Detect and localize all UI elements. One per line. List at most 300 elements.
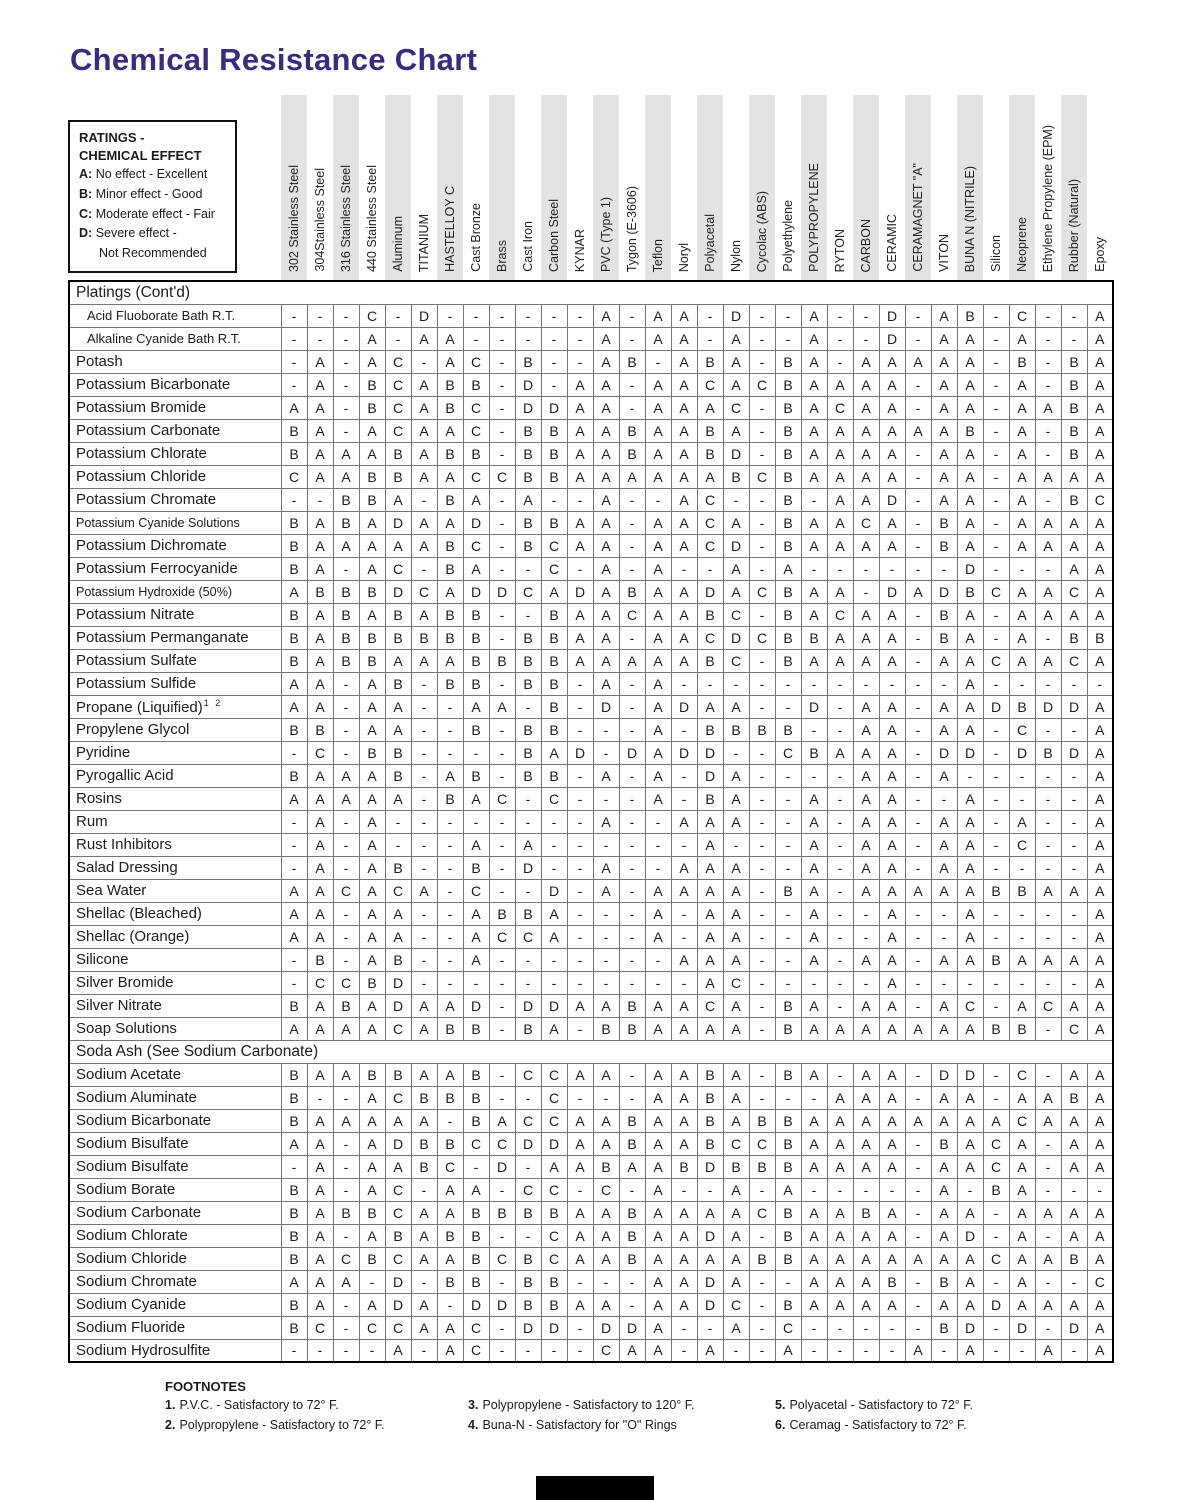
table-row (69, 1224, 1113, 1247)
rating-cell: A (1035, 465, 1061, 488)
rating-cell: D (619, 741, 645, 764)
rating-cell: A (671, 1109, 697, 1132)
rating-cell: B (983, 948, 1009, 971)
rating-cell: A (281, 1017, 307, 1040)
rating-cell: B (463, 1063, 489, 1086)
rating-cell: A (853, 626, 879, 649)
rating-cell: D (463, 580, 489, 603)
rating-cell: A (723, 1109, 749, 1132)
rating-cell: C (593, 1178, 619, 1201)
row-label: Potassium Hydroxide (50%) (69, 580, 281, 603)
rating-cell: A (1061, 1155, 1087, 1178)
row-label: Sodium Bisulfate (69, 1155, 281, 1178)
rating-cell: D (801, 695, 827, 718)
rating-cell: A (333, 764, 359, 787)
rating-cell: - (333, 948, 359, 971)
rating-cell: A (307, 603, 333, 626)
rating-cell: - (749, 879, 775, 902)
rating-cell: A (671, 1132, 697, 1155)
rating-cell: A (723, 557, 749, 580)
rating-cell: B (515, 1017, 541, 1040)
rating-cell: A (385, 695, 411, 718)
row-label: Potassium Carbonate (69, 419, 281, 442)
rating-cell: A (1087, 764, 1113, 787)
rating-cell: - (489, 442, 515, 465)
rating-cell: B (775, 396, 801, 419)
rating-cell: B (463, 672, 489, 695)
rating-cell: - (853, 925, 879, 948)
rating-cell: - (827, 994, 853, 1017)
rating-cell: A (879, 1247, 905, 1270)
rating-cell: A (645, 419, 671, 442)
rating-cell: A (593, 557, 619, 580)
rating-cell: A (489, 1109, 515, 1132)
rating-cell: - (775, 764, 801, 787)
rating-cell: A (775, 1178, 801, 1201)
rating-cell: A (1009, 1086, 1035, 1109)
rating-cell: - (619, 1178, 645, 1201)
rating-cell: B (1035, 741, 1061, 764)
rating-cell: - (489, 672, 515, 695)
rating-cell: A (411, 1063, 437, 1086)
rating-cell: - (983, 787, 1009, 810)
rating-cell: A (957, 1201, 983, 1224)
rating-cell: A (1061, 1063, 1087, 1086)
rating-cell: - (619, 1063, 645, 1086)
rating-cell: - (567, 948, 593, 971)
rating-cell: A (1035, 580, 1061, 603)
rating-cell: A (801, 1293, 827, 1316)
rating-cell: - (593, 1270, 619, 1293)
rating-cell: - (385, 327, 411, 350)
rating-cell: - (983, 764, 1009, 787)
rating-cell: A (463, 925, 489, 948)
rating-cell: A (1087, 741, 1113, 764)
rating-cell: - (437, 856, 463, 879)
rating-cell: A (411, 1293, 437, 1316)
rating-cell: - (489, 419, 515, 442)
column-header: KYNAR (572, 228, 587, 272)
rating-cell: A (931, 1224, 957, 1247)
rating-cell: A (593, 1293, 619, 1316)
rating-cell: C (697, 534, 723, 557)
rating-cell: A (307, 442, 333, 465)
rating-cell: A (853, 948, 879, 971)
rating-cell: A (645, 396, 671, 419)
rating-cell: A (307, 879, 333, 902)
rating-cell: B (775, 373, 801, 396)
rating-cell: A (905, 1109, 931, 1132)
rating-cell: D (463, 994, 489, 1017)
rating-cell: - (1035, 1270, 1061, 1293)
rating-cell: B (931, 1270, 957, 1293)
rating-cell: A (1087, 833, 1113, 856)
rating-cell: A (671, 1293, 697, 1316)
rating-cell: A (957, 1270, 983, 1293)
rating-cell: - (983, 672, 1009, 695)
rating-cell: - (489, 810, 515, 833)
rating-cell: - (281, 1339, 307, 1362)
row-label: Propylene Glycol (69, 718, 281, 741)
rating-cell: - (489, 626, 515, 649)
footnote-1: 1. P.V.C. - Satisfactory to 72° F. (165, 1398, 339, 1412)
rating-cell: B (463, 718, 489, 741)
rating-cell: A (307, 1132, 333, 1155)
rating-cell: - (983, 925, 1009, 948)
rating-cell: - (905, 856, 931, 879)
rating-cell: - (515, 1155, 541, 1178)
rating-cell: - (1035, 304, 1061, 327)
rating-cell: B (801, 741, 827, 764)
rating-cell: A (957, 350, 983, 373)
rating-cell: - (853, 971, 879, 994)
table-row (69, 350, 1113, 373)
rating-cell: A (671, 1201, 697, 1224)
rating-cell: - (541, 350, 567, 373)
rating-cell: D (957, 1316, 983, 1339)
footnotes-column-2 (468, 1398, 775, 1438)
rating-cell: - (853, 327, 879, 350)
rating-cell: - (775, 672, 801, 695)
rating-cell: B (541, 1201, 567, 1224)
rating-cell: A (671, 948, 697, 971)
rating-cell: C (541, 1224, 567, 1247)
rating-cell: A (411, 419, 437, 442)
rating-cell: - (1009, 902, 1035, 925)
rating-cell: - (749, 971, 775, 994)
rating-cell: A (801, 649, 827, 672)
rating-cell: A (931, 1109, 957, 1132)
rating-cell: A (1087, 327, 1113, 350)
rating-cell: A (1009, 488, 1035, 511)
rating-cell: - (567, 971, 593, 994)
rating-cell: - (489, 1339, 515, 1362)
row-label: Sodium Chromate (69, 1270, 281, 1293)
rating-cell: A (307, 902, 333, 925)
rating-cell: C (827, 396, 853, 419)
rating-cell: B (359, 971, 385, 994)
rating-cell: - (957, 971, 983, 994)
rating-cell: A (853, 1109, 879, 1132)
rating-cell: - (905, 557, 931, 580)
rating-cell: A (281, 672, 307, 695)
rating-cell: C (489, 465, 515, 488)
rating-cell: - (385, 304, 411, 327)
rating-cell: A (879, 810, 905, 833)
rating-cell: C (853, 511, 879, 534)
rating-cell: B (437, 442, 463, 465)
rating-cell: A (879, 994, 905, 1017)
rating-cell: - (567, 925, 593, 948)
rating-cell: B (541, 672, 567, 695)
rating-cell: A (359, 557, 385, 580)
rating-cell: - (983, 1316, 1009, 1339)
rating-cell: A (1009, 994, 1035, 1017)
rating-cell: A (463, 488, 489, 511)
rating-cell: D (541, 1132, 567, 1155)
rating-cell: - (749, 1017, 775, 1040)
rating-cell: B (385, 1063, 411, 1086)
rating-cell: A (463, 557, 489, 580)
rating-item-a: A: No effect - Excellent (79, 167, 208, 182)
rating-cell: - (645, 810, 671, 833)
rating-item-b: B: Minor effect - Good (79, 186, 203, 201)
rating-cell: B (281, 1201, 307, 1224)
rating-cell: D (723, 534, 749, 557)
rating-cell: C (1009, 833, 1035, 856)
rating-cell: A (723, 1247, 749, 1270)
rating-cell: A (593, 419, 619, 442)
rating-cell: A (931, 649, 957, 672)
rating-cell: - (775, 833, 801, 856)
rating-cell: A (957, 465, 983, 488)
rating-cell: A (905, 1017, 931, 1040)
rating-cell: - (333, 902, 359, 925)
rating-cell: - (489, 741, 515, 764)
rating-cell: A (385, 902, 411, 925)
rating-cell: - (333, 557, 359, 580)
rating-cell: - (801, 764, 827, 787)
rating-cell: - (827, 902, 853, 925)
rating-cell: - (671, 557, 697, 580)
rating-cell: C (385, 350, 411, 373)
rating-cell: A (853, 994, 879, 1017)
rating-cell: - (333, 1132, 359, 1155)
rating-cell: - (905, 626, 931, 649)
rating-cell: A (723, 580, 749, 603)
rating-cell: A (567, 1293, 593, 1316)
rating-cell: - (619, 971, 645, 994)
rating-cell: - (749, 419, 775, 442)
rating-cell: - (411, 350, 437, 373)
rating-cell: - (905, 902, 931, 925)
rating-cell: B (281, 764, 307, 787)
rating-cell: B (619, 419, 645, 442)
rating-cell: B (281, 442, 307, 465)
rating-cell: - (1009, 971, 1035, 994)
rating-cell: A (411, 649, 437, 672)
rating-cell: - (593, 787, 619, 810)
rating-cell: - (905, 672, 931, 695)
rating-cell: - (1035, 1316, 1061, 1339)
rating-cell: A (827, 1224, 853, 1247)
rating-cell: A (671, 580, 697, 603)
rating-cell: A (1087, 948, 1113, 971)
rating-cell: A (853, 488, 879, 511)
rating-cell: A (957, 327, 983, 350)
rating-cell: A (1087, 557, 1113, 580)
rating-cell: - (905, 603, 931, 626)
rating-cell: A (801, 948, 827, 971)
table-row (69, 327, 1113, 350)
rating-cell: - (515, 695, 541, 718)
rating-cell: - (983, 1063, 1009, 1086)
rating-cell: - (853, 672, 879, 695)
table-row (69, 626, 1113, 649)
rating-cell: - (749, 1086, 775, 1109)
rating-cell: - (827, 672, 853, 695)
rating-cell: - (749, 1178, 775, 1201)
row-label: Sodium Aluminate (69, 1086, 281, 1109)
rating-cell: - (1009, 672, 1035, 695)
rating-cell: A (411, 879, 437, 902)
row-label: Salad Dressing (69, 856, 281, 879)
rating-cell: A (1035, 603, 1061, 626)
rating-cell: B (463, 1270, 489, 1293)
rating-cell: B (775, 1155, 801, 1178)
rating-cell: B (723, 465, 749, 488)
rating-cell: A (1061, 1293, 1087, 1316)
rating-cell: A (879, 649, 905, 672)
rating-cell: - (619, 695, 645, 718)
rating-cell: - (515, 971, 541, 994)
rating-cell: B (1061, 1086, 1087, 1109)
rating-cell: - (619, 1293, 645, 1316)
page-title: Chemical Resistance Chart (70, 42, 478, 77)
rating-cell: A (281, 787, 307, 810)
rating-cell: - (801, 1316, 827, 1339)
rating-cell: - (853, 902, 879, 925)
rating-cell: A (853, 465, 879, 488)
rating-cell: A (801, 419, 827, 442)
rating-cell: - (983, 856, 1009, 879)
rating-cell: B (983, 879, 1009, 902)
rating-cell: A (853, 1155, 879, 1178)
rating-cell: B (359, 1247, 385, 1270)
rating-cell: A (697, 856, 723, 879)
rating-cell: B (671, 1155, 697, 1178)
rating-cell: C (1061, 580, 1087, 603)
rating-cell: - (489, 396, 515, 419)
rating-cell: B (463, 1247, 489, 1270)
rating-cell: A (1061, 1224, 1087, 1247)
rating-cell: - (411, 488, 437, 511)
rating-cell: - (905, 396, 931, 419)
rating-cell: A (723, 1017, 749, 1040)
table-row (69, 1339, 1113, 1362)
rating-cell: - (1009, 856, 1035, 879)
rating-cell: A (359, 994, 385, 1017)
rating-cell: - (489, 994, 515, 1017)
rating-cell: - (1061, 672, 1087, 695)
rating-cell: B (359, 741, 385, 764)
rating-cell: A (463, 787, 489, 810)
rating-cell: A (359, 925, 385, 948)
rating-cell: - (983, 350, 1009, 373)
rating-cell: - (385, 810, 411, 833)
rating-cell: A (359, 1178, 385, 1201)
rating-cell: A (411, 1109, 437, 1132)
rating-cell: - (593, 948, 619, 971)
rating-cell: A (957, 1339, 983, 1362)
rating-cell: A (801, 1270, 827, 1293)
rating-cell: A (463, 695, 489, 718)
rating-cell: B (385, 603, 411, 626)
rating-cell: A (931, 465, 957, 488)
rating-cell: - (905, 1201, 931, 1224)
rating-cell: - (463, 1155, 489, 1178)
rating-cell: - (905, 810, 931, 833)
rating-cell: A (723, 925, 749, 948)
rating-cell: C (723, 1132, 749, 1155)
rating-cell: - (541, 327, 567, 350)
rating-cell: C (1061, 1017, 1087, 1040)
rating-cell: - (411, 695, 437, 718)
rating-cell: - (905, 764, 931, 787)
column-header: 302 Stainless Steel (281, 95, 307, 281)
rating-cell: B (281, 603, 307, 626)
rating-cell: C (385, 1017, 411, 1040)
rating-cell: B (463, 1109, 489, 1132)
rating-cell: - (437, 810, 463, 833)
rating-cell: B (697, 442, 723, 465)
rating-cell: - (489, 1017, 515, 1040)
rating-cell: - (827, 1316, 853, 1339)
column-header: Nylon (728, 240, 743, 272)
rating-cell: A (567, 626, 593, 649)
rating-cell: A (437, 764, 463, 787)
rating-cell: - (489, 879, 515, 902)
rating-cell: A (1009, 373, 1035, 396)
rating-cell: B (281, 1063, 307, 1086)
table-row (69, 1201, 1113, 1224)
rating-cell: A (567, 419, 593, 442)
rating-cell: A (827, 1132, 853, 1155)
rating-cell: - (983, 488, 1009, 511)
rating-cell: B (515, 741, 541, 764)
rating-cell: - (827, 304, 853, 327)
rating-cell: A (645, 764, 671, 787)
rating-cell: A (671, 994, 697, 1017)
rating-cell: A (853, 695, 879, 718)
rating-cell: A (1009, 1178, 1035, 1201)
rating-cell: A (385, 649, 411, 672)
rating-cell: A (853, 810, 879, 833)
rating-cell: - (1009, 1339, 1035, 1362)
rating-cell: C (827, 603, 853, 626)
rating-cell: B (281, 649, 307, 672)
rating-cell: - (281, 810, 307, 833)
rating-cell: A (1087, 534, 1113, 557)
rating-cell: B (437, 1017, 463, 1040)
rating-cell: A (697, 1339, 723, 1362)
rating-cell: - (905, 327, 931, 350)
rating-cell: B (697, 1109, 723, 1132)
rating-cell: - (931, 925, 957, 948)
rating-cell: - (281, 833, 307, 856)
rating-cell: - (749, 856, 775, 879)
rating-cell: - (1061, 856, 1087, 879)
rating-cell: - (619, 787, 645, 810)
rating-cell: A (411, 1201, 437, 1224)
rating-cell: A (801, 1063, 827, 1086)
column-header: Carbon Steel (541, 95, 567, 281)
rating-cell: A (437, 580, 463, 603)
rating-cell: A (1009, 1270, 1035, 1293)
rating-cell: B (1087, 626, 1113, 649)
rating-cell: B (411, 1086, 437, 1109)
rating-cell: A (1061, 994, 1087, 1017)
rating-cell: - (489, 1063, 515, 1086)
rating-cell: B (385, 764, 411, 787)
rating-cell: D (931, 580, 957, 603)
rating-cell: D (879, 327, 905, 350)
rating-cell: - (749, 948, 775, 971)
rating-cell: - (333, 1293, 359, 1316)
rating-cell: C (385, 1247, 411, 1270)
rating-cell: - (983, 557, 1009, 580)
rating-cell: - (437, 948, 463, 971)
